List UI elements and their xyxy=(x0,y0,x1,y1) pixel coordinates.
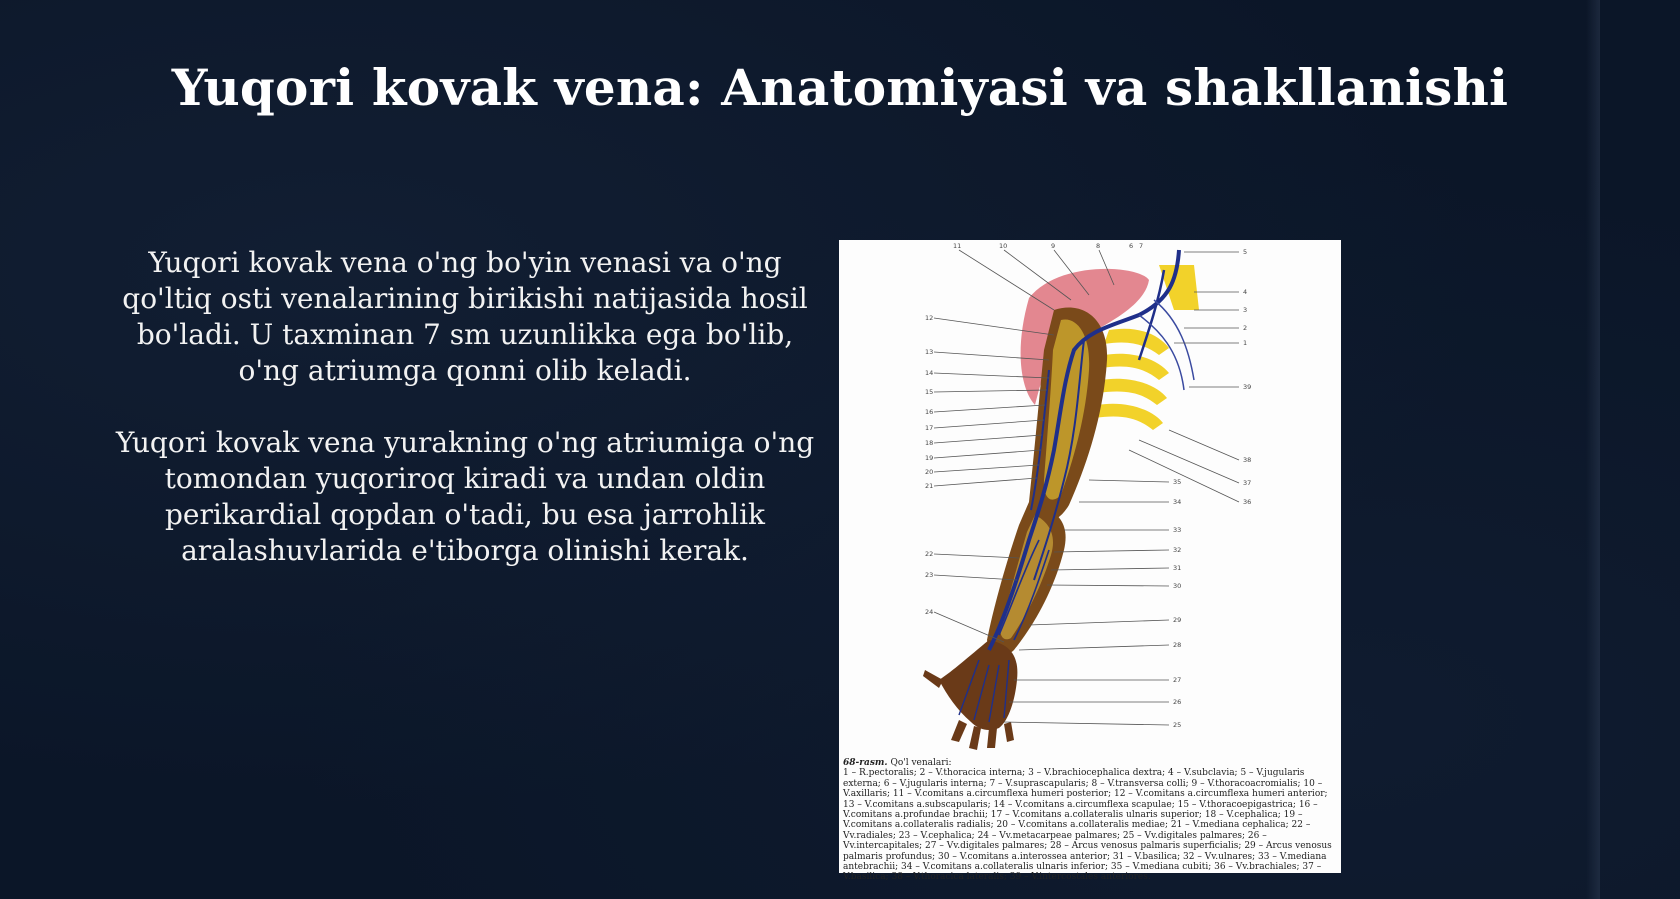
svg-text:39: 39 xyxy=(1243,383,1252,391)
svg-text:16: 16 xyxy=(925,408,934,416)
svg-text:7: 7 xyxy=(1139,242,1144,250)
svg-text:27: 27 xyxy=(1173,676,1182,684)
svg-text:21: 21 xyxy=(925,482,934,490)
figure-caption-text: 1 – R.pectoralis; 2 – V.thoracica interna; 3 – V.brachiocephalica dextra; 4 – V.subclavia; 5 – V.jugularis externa; 6 – V.jugularis interna; 7 – V.suprascapularis; 8 – V.transversa colli; 9 – V.thoracoacromialis; 10 – V.axillaris; 11 – V.comitans a.circumflexa humeri posterior; 12 – V.comitans a.circumflexa humeri anterior; 13 – V.comitans a.subscapularis; 14 – V.comitans a.circumflexa scapulae; 15 – V.thoracoepigastrica; 16 – V.comitans a.profundae brachii; 17 – V.comitans a.collateralis ulnaris superior; 18 – V.cephalica; 19 – V.comitans a.collateralis radialis; 20 – V.comitans a.collateralis mediae; 21 – V.mediana cephalica; 22 – Vv.radiales; 23 – V.cephalica; 24 – Vv.metacarpeae palmares; 25 – Vv.digitales palmares; 26 – Vv.intercapitales; 27 – Vv.digitales palmares; 28 – Arcus venosus palmaris superficialis; 29 – Arcus venosus palmaris profundus; 30 – V.comitans a.interossea anterior; 31 – V.basilica; 32 – Vv.ulnares; 33 – V.mediana antebrachii; 34 – V.comitans a.collateralis ulnaris inferior; 35 – V.mediana cubiti; 36 – Vv.brachiales; 37 – V.basilica; 38 – V.thoracica lateralis; 39 – V.intercostales anteriores. xyxy=(843,768,1332,883)
figure-caption-title: Qo'l venalari: xyxy=(890,758,952,768)
paragraph-1: Yuqori kovak vena o'ng bo'yin venasi va o'ng qo'ltiq osti venalarining birikishi natijasida hosil bo'ladi. U taxminan 7 sm uzunlikka ega bo'lib, o'ng atriumga qonni olib keladi. xyxy=(122,246,808,387)
svg-text:12: 12 xyxy=(925,314,934,322)
svg-text:2: 2 xyxy=(1243,324,1248,332)
svg-text:31: 31 xyxy=(1173,564,1182,572)
svg-text:23: 23 xyxy=(925,571,934,579)
svg-text:28: 28 xyxy=(1173,641,1182,649)
svg-text:14: 14 xyxy=(925,369,934,377)
svg-text:22: 22 xyxy=(925,550,934,558)
svg-text:8: 8 xyxy=(1096,242,1101,250)
svg-text:29: 29 xyxy=(1173,616,1182,624)
arm-veins-anatomy-illustration xyxy=(839,240,1341,755)
svg-text:6: 6 xyxy=(1129,242,1134,250)
figure-caption xyxy=(843,758,1337,883)
svg-text:24: 24 xyxy=(925,608,934,616)
svg-text:37: 37 xyxy=(1243,479,1252,487)
figure-caption-label: 68-rasm. xyxy=(843,758,888,768)
svg-text:34: 34 xyxy=(1173,498,1182,506)
svg-text:3: 3 xyxy=(1243,306,1248,314)
svg-text:33: 33 xyxy=(1173,526,1182,534)
svg-text:1: 1 xyxy=(1243,339,1248,347)
svg-text:30: 30 xyxy=(1173,582,1182,590)
svg-text:36: 36 xyxy=(1243,498,1252,506)
svg-text:25: 25 xyxy=(1173,721,1182,729)
slide-title: Yuqori kovak vena: Anatomiyasi va shakllanishi xyxy=(171,58,1509,117)
svg-text:15: 15 xyxy=(925,388,934,396)
slide-body-text xyxy=(105,245,825,605)
svg-text:11: 11 xyxy=(953,242,962,250)
svg-text:26: 26 xyxy=(1173,698,1182,706)
svg-text:4: 4 xyxy=(1243,288,1248,296)
slide-edge-shade xyxy=(1586,0,1600,899)
svg-text:38: 38 xyxy=(1243,456,1252,464)
svg-text:17: 17 xyxy=(925,424,934,432)
svg-text:20: 20 xyxy=(925,468,934,476)
arm-veins-figure xyxy=(839,240,1341,883)
svg-text:13: 13 xyxy=(925,348,934,356)
svg-text:10: 10 xyxy=(999,242,1008,250)
svg-text:32: 32 xyxy=(1173,546,1182,554)
svg-text:18: 18 xyxy=(925,439,934,447)
paragraph-2: Yuqori kovak vena yurakning o'ng atriumiga o'ng tomondan yuqoriroq kiradi va undan oldin perikardial qopdan o'tadi, bu esa jarrohlik aralashuvlarida e'tiborga olinishi kerak. xyxy=(115,426,815,567)
svg-text:19: 19 xyxy=(925,454,934,462)
svg-text:9: 9 xyxy=(1051,242,1056,250)
svg-text:5: 5 xyxy=(1243,248,1248,256)
svg-text:35: 35 xyxy=(1173,478,1182,486)
